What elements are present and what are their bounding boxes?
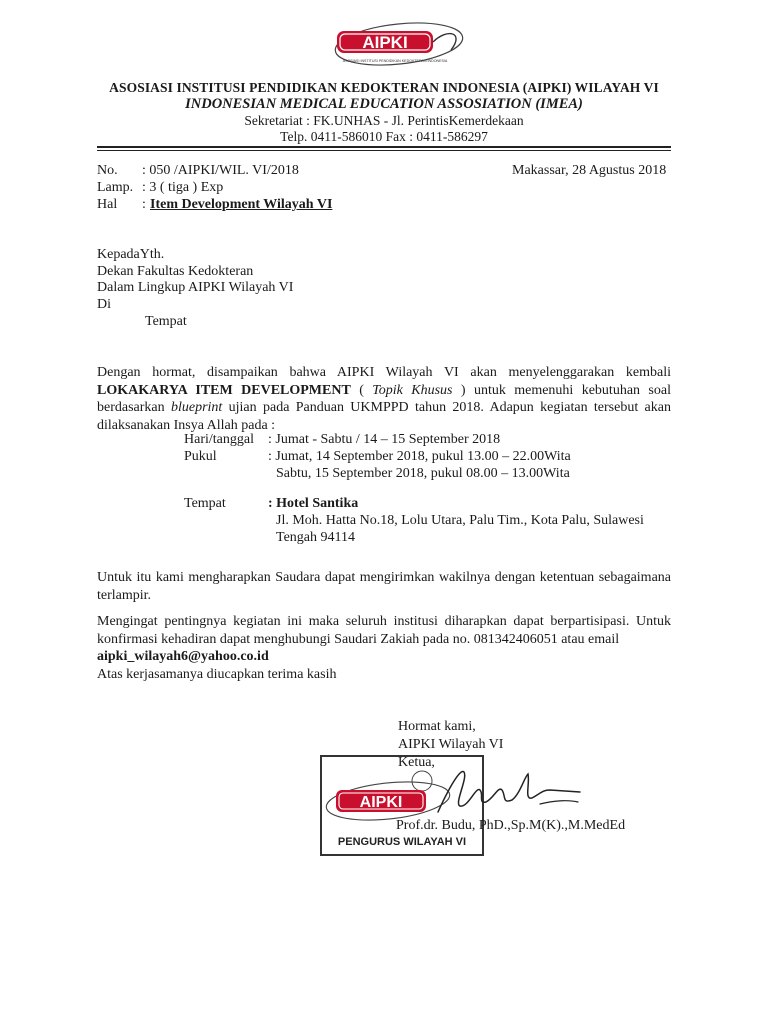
event-name: LOKAKARYA ITEM DEVELOPMENT: [97, 382, 351, 398]
org-name-english: INDONESIAN MEDICAL EDUCATION ASSOSIATION (IMEA): [185, 96, 583, 112]
paragraph-representative: Untuk itu kami mengharapkan Saudara dapat mengirimkan wakilnya dengan ketentuan sebagaimana terlampir.: [97, 570, 671, 603]
time-label: Pukul: [184, 449, 217, 464]
venue-name: : Hotel Santika: [268, 496, 359, 511]
signature-org: AIPKI Wilayah VI: [398, 737, 504, 752]
no-label: No.: [97, 163, 118, 178]
lamp-value: : 3 ( tiga ) Exp: [142, 180, 224, 195]
stamp-label: PENGURUS WILAYAH VI: [337, 836, 467, 848]
handwritten-signature: [420, 760, 590, 820]
header-rule-thick: [97, 146, 671, 148]
paragraph-participation: [97, 613, 671, 666]
logo-subtext: ASOSIASI INSTITUSI PENDIDIKAN KEDOKTERAN INDONESIA: [342, 59, 448, 63]
aipki-logo: [333, 22, 473, 74]
place-date: Makassar, 28 Agustus 2018: [512, 163, 667, 178]
subject: Item Development Wilayah VI: [150, 197, 333, 212]
day-value: : Jumat - Sabtu / 14 – 15 September 2018: [268, 432, 501, 447]
org-name: ASOSIASI INSTITUSI PENDIDIKAN KEDOKTERAN INDONESIA (AIPKI) WILAYAH VI: [109, 80, 659, 95]
time-value-1: : Jumat, 14 September 2018, pukul 13.00 – 22.00Wita: [268, 449, 571, 464]
recipient-di: Di: [97, 297, 111, 312]
paragraph-intro: [97, 364, 671, 434]
event-topic: Topik Khusus: [372, 382, 453, 398]
no-value: : 050 /AIPKI/WIL. VI/2018: [142, 163, 299, 178]
time-value-2: Sabtu, 15 September 2018, pukul 08.00 – 13.00Wita: [276, 466, 570, 481]
aipki-logo-graphic: [333, 22, 473, 74]
signature-role: Ketua,: [398, 755, 435, 770]
participation-text: Mengingat pentingnya kegiatan ini maka seluruh institusi diharapkan dapat berpartisipasi. Untuk konfirmasi kehadiran dapat menghubungi Saudari Zakiah pada no. 081342406051 atau email: [97, 614, 671, 647]
lamp-label: Lamp.: [97, 180, 134, 195]
contact-email[interactable]: aipki_wilayah6@yahoo.co.id: [97, 649, 269, 664]
faded-mark: [305, 875, 495, 889]
secretariat-address: Sekretariat : FK.UNHAS - Jl. PerintisKemerdekaan: [244, 113, 524, 128]
venue-label: Tempat: [184, 496, 226, 511]
header-rule-thin: [97, 150, 671, 151]
intro-text-1: Dengan hormat, disampaikan bahwa AIPKI Wilayah VI akan menyelenggarakan kembali: [97, 365, 671, 380]
hal-label: Hal: [97, 197, 118, 212]
phone-fax: Telp. 0411-586010 Fax : 0411-586297: [280, 129, 488, 144]
logo-text: AIPKI: [362, 33, 408, 52]
paren-open: (: [350, 382, 373, 398]
stamp-logo-text: AIPKI: [359, 794, 403, 811]
signature-closing: Hormat kami,: [398, 719, 476, 734]
day-label: Hari/tanggal: [184, 432, 254, 447]
closing-thanks: Atas kerjasamanya diucapkan terima kasih: [97, 667, 337, 682]
signatory-name: Prof.dr. Budu, PhD.,Sp.M(K).,M.MedEd: [396, 818, 626, 833]
venue-address-2: Tengah 94114: [276, 530, 355, 545]
hal-colon: :: [142, 197, 146, 212]
recipient-greeting: KepadaYth.: [97, 247, 165, 262]
intro-text-2: ) untuk memenuhi kebutuhan soal berdasarkan: [97, 382, 671, 415]
blueprint-term: blueprint: [170, 400, 223, 415]
recipient-scope: Dalam Lingkup AIPKI Wilayah VI: [97, 280, 294, 295]
recipient-place: Tempat: [145, 314, 187, 329]
recipient-title: Dekan Fakultas Kedokteran: [97, 264, 254, 279]
venue-address-1: Jl. Moh. Hatta No.18, Lolu Utara, Palu Tim., Kota Palu, Sulawesi: [276, 513, 644, 528]
intro-text-3: ujian pada Panduan UKMPPD tahun 2018. Adapun kegiatan tersebut akan dilaksanakan Insya Allah pada :: [97, 400, 671, 433]
